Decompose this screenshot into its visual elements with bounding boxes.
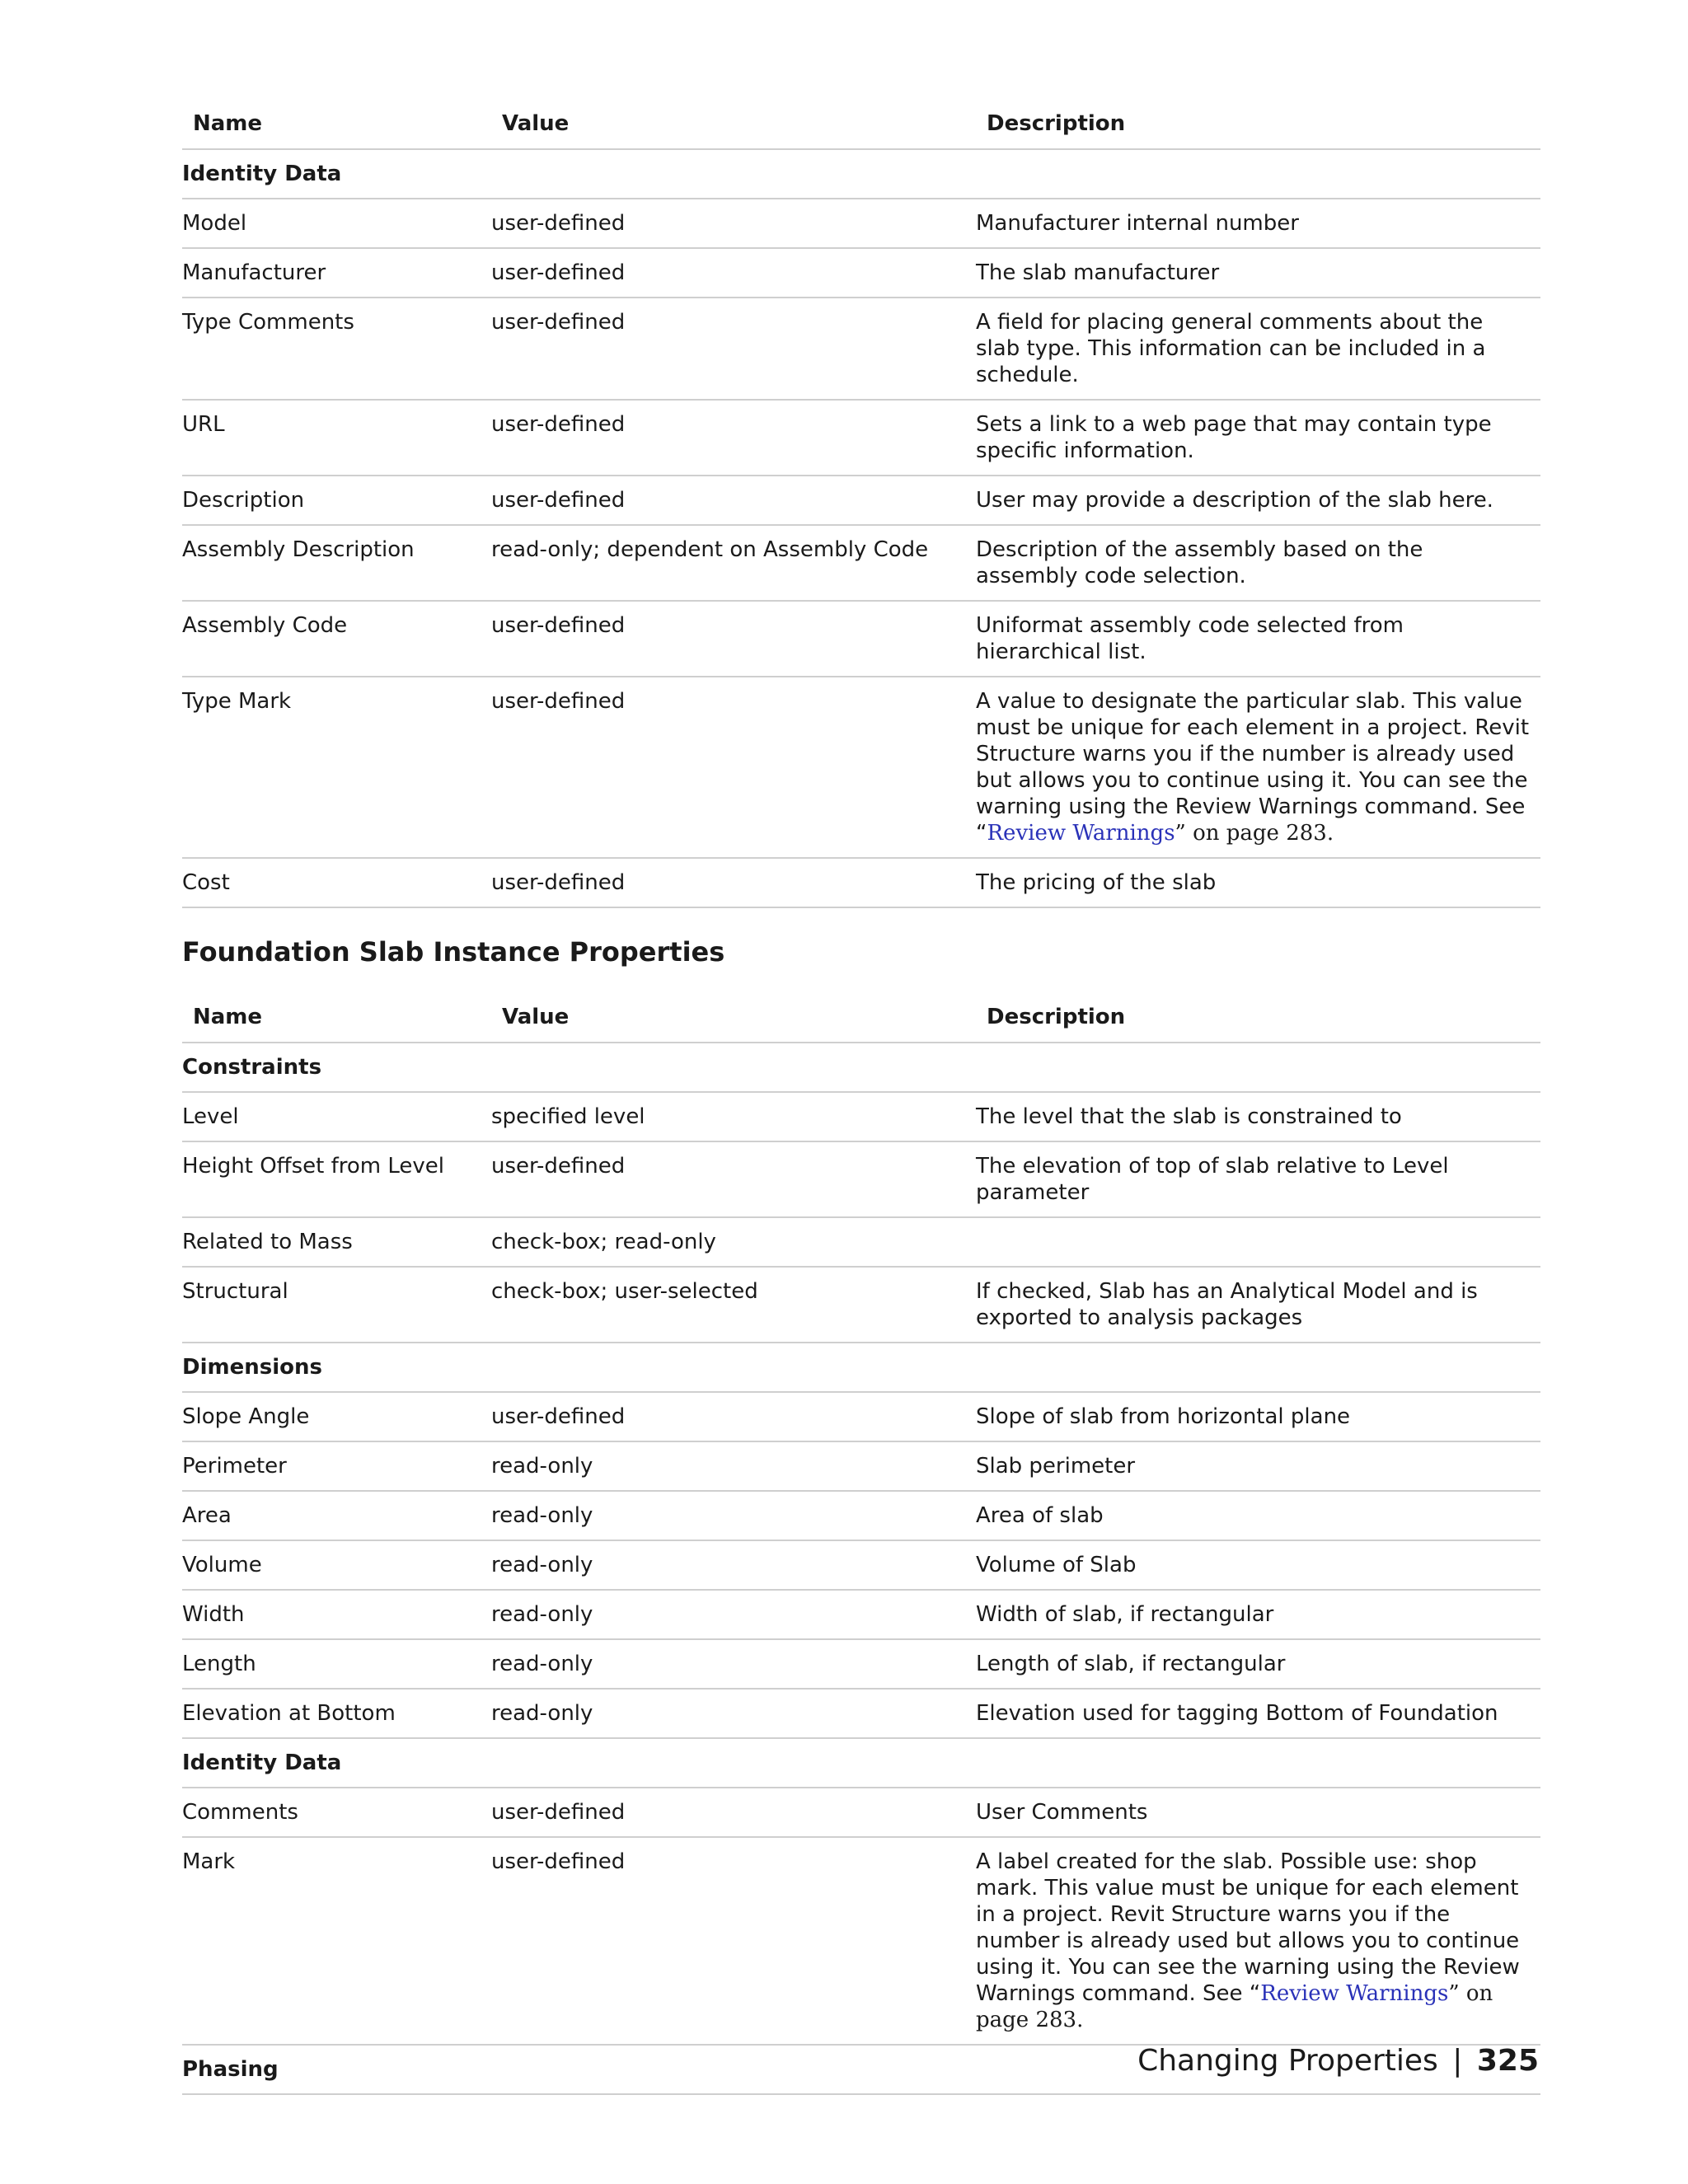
section-label: Dimensions	[182, 1343, 1540, 1392]
table-row	[182, 1441, 1540, 1491]
property-description: Volume of Slab	[976, 1540, 1540, 1590]
property-name: Area	[182, 1491, 491, 1540]
table-row	[182, 1837, 1540, 2045]
property-value: user-defined	[491, 1392, 976, 1441]
instance-properties-table	[182, 992, 1540, 2095]
description-text: A value to designate the particular slab. This value must be unique for each element in a project. Revit Structure warns you if the number is already used but allows you to continue using it. You can see the warning using the Review Warnings command. See “	[976, 689, 1530, 846]
instance-properties-body	[182, 1043, 1540, 2094]
property-name: Type Mark	[182, 677, 491, 858]
property-value: user-defined	[491, 1837, 976, 2045]
property-value: read-only	[491, 1639, 976, 1689]
property-name: Perimeter	[182, 1441, 491, 1491]
property-name: Structural	[182, 1267, 491, 1343]
property-value: check-box; read-only	[491, 1217, 976, 1267]
property-name: Related to Mass	[182, 1217, 491, 1267]
property-description: Length of slab, if rectangular	[976, 1639, 1540, 1689]
table-row	[182, 1092, 1540, 1141]
property-name: Slope Angle	[182, 1392, 491, 1441]
table-row	[182, 1590, 1540, 1639]
footer-separator: |	[1452, 2044, 1463, 2078]
table-row	[182, 248, 1540, 298]
property-description: The slab manufacturer	[976, 248, 1540, 298]
table-header-row	[182, 99, 1540, 149]
property-description: The level that the slab is constrained to	[976, 1092, 1540, 1141]
property-name: Description	[182, 476, 491, 525]
property-description: If checked, Slab has an Analytical Model and is exported to analysis packages	[976, 1267, 1540, 1343]
property-value: user-defined	[491, 400, 976, 476]
property-value: read-only	[491, 1491, 976, 1540]
property-name: Manufacturer	[182, 248, 491, 298]
property-name: Comments	[182, 1788, 491, 1837]
table-row	[182, 1267, 1540, 1343]
section-label: Identity Data	[182, 1738, 1540, 1788]
property-name: URL	[182, 400, 491, 476]
property-value: user-defined	[491, 858, 976, 907]
property-value: check-box; user-selected	[491, 1267, 976, 1343]
table-row	[182, 1491, 1540, 1540]
page-footer	[1137, 2044, 1539, 2078]
table-row	[182, 476, 1540, 525]
property-name: Level	[182, 1092, 491, 1141]
section-label: Phasing	[182, 2045, 1540, 2094]
property-description: Uniformat assembly code selected from hierarchical list.	[976, 601, 1540, 677]
property-name: Width	[182, 1590, 491, 1639]
property-value: user-defined	[491, 1788, 976, 1837]
type-properties-table	[182, 99, 1540, 908]
type-properties-body	[182, 149, 1540, 907]
property-name: Elevation at Bottom	[182, 1689, 491, 1738]
property-name: Volume	[182, 1540, 491, 1590]
page-content	[182, 99, 1540, 2095]
table-row	[182, 400, 1540, 476]
instance-properties-heading: Foundation Slab Instance Properties	[182, 936, 725, 968]
property-description: User Comments	[976, 1788, 1540, 1837]
property-name: Mark	[182, 1837, 491, 2045]
section-row	[182, 1343, 1540, 1392]
description-text: A label created for the slab. Possible use: shop mark. This value must be unique for each element in a project. Revit Structure warns you if the number is already used but allows you to continue using it. You can see the warning using the Review Warnings command. See “	[976, 1849, 1520, 2006]
section-label: Identity Data	[182, 149, 1540, 199]
property-value: user-defined	[491, 1141, 976, 1217]
column-header-description: Description	[976, 99, 1540, 149]
column-header-description: Description	[976, 992, 1540, 1043]
property-description	[976, 677, 1540, 858]
table-row	[182, 1540, 1540, 1590]
property-value: read-only	[491, 1540, 976, 1590]
table-row	[182, 298, 1540, 400]
table-row	[182, 1217, 1540, 1267]
column-header-name: Name	[182, 992, 491, 1043]
page-reference: ” on page 283.	[1175, 821, 1334, 846]
property-value: specified level	[491, 1092, 976, 1141]
page-number: 325	[1476, 2044, 1539, 2078]
property-value: read-only	[491, 1689, 976, 1738]
table-row	[182, 525, 1540, 601]
section-row	[182, 1738, 1540, 1788]
property-value: read-only	[491, 1590, 976, 1639]
property-value: user-defined	[491, 601, 976, 677]
property-description: Width of slab, if rectangular	[976, 1590, 1540, 1639]
footer-chapter-title: Changing Properties	[1137, 2044, 1438, 2078]
property-value: user-defined	[491, 248, 976, 298]
table-row	[182, 677, 1540, 858]
property-description: A field for placing general comments about the slab type. This information can be included in a schedule.	[976, 298, 1540, 400]
property-description: Slab perimeter	[976, 1441, 1540, 1491]
property-value: read-only; dependent on Assembly Code	[491, 525, 976, 601]
property-description	[976, 1217, 1540, 1267]
property-value: user-defined	[491, 677, 976, 858]
property-description: Description of the assembly based on the assembly code selection.	[976, 525, 1540, 601]
column-header-name: Name	[182, 99, 491, 149]
table-row	[182, 1788, 1540, 1837]
property-name: Assembly Description	[182, 525, 491, 601]
column-header-value: Value	[491, 99, 976, 149]
property-description: Elevation used for tagging Bottom of Foundation	[976, 1689, 1540, 1738]
property-name: Assembly Code	[182, 601, 491, 677]
table-header-row	[182, 992, 1540, 1043]
property-description: Slope of slab from horizontal plane	[976, 1392, 1540, 1441]
property-name: Height Offset from Level	[182, 1141, 491, 1217]
section-row	[182, 149, 1540, 199]
property-value: user-defined	[491, 199, 976, 248]
property-name: Type Comments	[182, 298, 491, 400]
table-row	[182, 1141, 1540, 1217]
table-row	[182, 1392, 1540, 1441]
property-description: Area of slab	[976, 1491, 1540, 1540]
property-name: Cost	[182, 858, 491, 907]
table-row	[182, 1639, 1540, 1689]
property-value: read-only	[491, 1441, 976, 1491]
property-value: user-defined	[491, 476, 976, 525]
property-description: The pricing of the slab	[976, 858, 1540, 907]
table-row	[182, 858, 1540, 907]
property-description: User may provide a description of the slab here.	[976, 476, 1540, 525]
section-label: Constraints	[182, 1043, 1540, 1092]
section-row	[182, 1043, 1540, 1092]
review-warnings-link[interactable]: Review Warnings	[1260, 1981, 1449, 2006]
property-description: Sets a link to a web page that may contain type specific information.	[976, 400, 1540, 476]
property-description: The elevation of top of slab relative to Level parameter	[976, 1141, 1540, 1217]
property-description	[976, 1837, 1540, 2045]
table-row	[182, 1689, 1540, 1738]
column-header-value: Value	[491, 992, 976, 1043]
property-description: Manufacturer internal number	[976, 199, 1540, 248]
property-name: Length	[182, 1639, 491, 1689]
table-row	[182, 199, 1540, 248]
property-name: Model	[182, 199, 491, 248]
property-value: user-defined	[491, 298, 976, 400]
page-reference: ” on page 283.	[976, 1981, 1493, 2032]
review-warnings-link[interactable]: Review Warnings	[987, 821, 1175, 846]
table-row	[182, 601, 1540, 677]
